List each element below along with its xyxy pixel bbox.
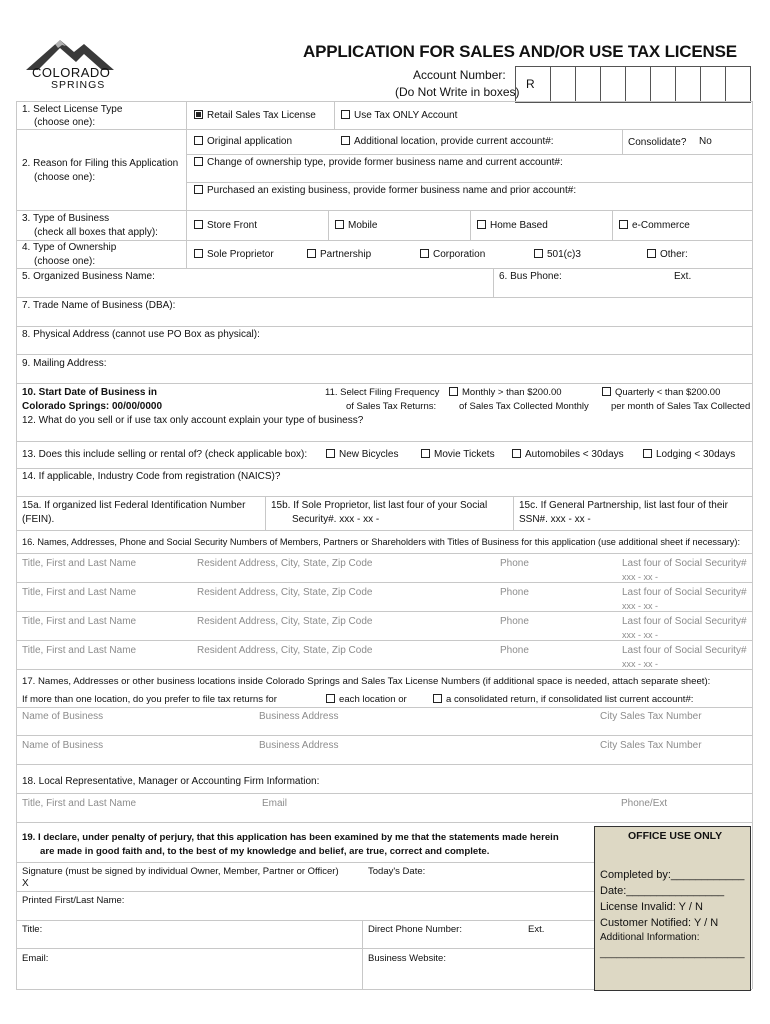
account-prefix: R — [516, 67, 551, 102]
q11-monthly-label: Monthly > than $200.00 — [462, 387, 562, 398]
q11-sublabel: of Sales Tax Returns: — [346, 401, 437, 412]
q13-bicycles-option[interactable] — [326, 449, 398, 461]
office-additional-line: __________________________ — [600, 948, 745, 959]
account-number-label: Account Number: — [413, 68, 506, 82]
q16-row-ssn-mask: xxx - xx - — [622, 659, 658, 669]
signature-label: Signature (must be signed by individual Owner, Member, Partner or Officer) — [22, 866, 339, 877]
checkbox-icon[interactable] — [341, 136, 350, 145]
q4-option-label: Sole Proprietor — [207, 249, 274, 260]
q1-retail-option[interactable] — [194, 110, 316, 122]
q16-row-phone[interactable]: Phone — [500, 645, 529, 656]
q11-monthly-option[interactable] — [449, 387, 562, 399]
q11-quarterly-option[interactable] — [602, 387, 720, 399]
q3-option-label: Store Front — [207, 220, 258, 231]
q16-row-name[interactable]: Title, First and Last Name — [22, 645, 137, 656]
q4-corporation-option[interactable] — [420, 249, 485, 261]
q16-row-ssn[interactable]: Last four of Social Security# — [622, 587, 747, 598]
checkbox-icon[interactable] — [326, 449, 335, 458]
checkbox-icon[interactable] — [194, 185, 203, 194]
q11-quarterly-label: Quarterly < than $200.00 — [615, 387, 721, 398]
q1-use-label: Use Tax ONLY Account — [354, 110, 458, 121]
q16-row-ssn[interactable]: Last four of Social Security# — [622, 616, 747, 627]
q2-label: 2. Reason for Filing this Application — [22, 158, 179, 169]
q13-option-label: Lodging < 30days — [656, 449, 736, 460]
q3-store-front-option[interactable] — [194, 220, 257, 232]
q6-bus-phone-field[interactable]: 6. Bus Phone: — [499, 271, 562, 282]
q16-row-name[interactable]: Title, First and Last Name — [22, 616, 137, 627]
q11-label: 11. Select Filing Frequency — [325, 387, 440, 398]
q16-row-ssn-mask: xxx - xx - — [622, 601, 658, 611]
q17-consolidated-option[interactable] — [433, 694, 693, 706]
q13-movie-tickets-option[interactable] — [421, 449, 495, 461]
colorado-springs-logo — [18, 34, 138, 96]
q11-monthly-sub: of Sales Tax Collected Monthly — [459, 401, 589, 412]
q3-ecommerce-option[interactable] — [619, 220, 690, 232]
q4-sole-proprietor-option[interactable] — [194, 249, 274, 261]
q15c-label: 15c. If General Partnership, list last four of their — [519, 500, 728, 511]
q17-label: 17. Names, Addresses or other business locations inside Colorado Springs and Sales Tax License Numbers (if additional space is needed, attach separate sheet): — [22, 676, 711, 687]
consolidate-value[interactable]: No — [699, 136, 712, 147]
q4-other-option[interactable] — [647, 249, 688, 261]
q18-phone-field[interactable]: Phone/Ext — [621, 798, 668, 809]
checkbox-icon[interactable] — [643, 449, 652, 458]
q16-label: 16. Names, Addresses, Phone and Social Security Numbers of Members, Partners or Shareholders with Titles of Business for this application (use additional sheet if necessary): — [22, 537, 740, 547]
q10-label: 10. Start Date of Business in — [22, 387, 158, 398]
q16-row-ssn-mask: xxx - xx - — [622, 572, 658, 582]
q15a-label: 15a. If organized list Federal Identification Number — [22, 500, 246, 511]
q18-name-field[interactable]: Title, First and Last Name — [22, 798, 137, 809]
account-number-boxes — [515, 66, 751, 103]
logo-text-colorado: COLORADO — [32, 65, 111, 80]
q4-option-label: Other: — [660, 249, 688, 260]
page-title: APPLICATION FOR SALES AND/OR USE TAX LICENSE — [303, 42, 737, 61]
q5-business-name-field[interactable]: 5. Organized Business Name: — [22, 271, 155, 282]
q9-mailing-address-field[interactable]: 9. Mailing Address: — [22, 358, 107, 369]
q13-option-label: Automobiles < 30days — [525, 449, 624, 460]
q17-row-number[interactable]: City Sales Tax Number — [600, 740, 702, 751]
q2-additional-option[interactable] — [341, 136, 554, 148]
q17-consolidated-label: a consolidated return, if consolidated list current account#: — [446, 694, 694, 705]
q2-change-label: Change of ownership type, provide former business name and current account#: — [207, 157, 563, 168]
q2-sublabel: (choose one): — [34, 172, 96, 183]
checkbox-icon[interactable] — [477, 220, 486, 229]
account-note: (Do Not Write in boxes) — [395, 85, 520, 99]
logo-text-springs: SPRINGS — [51, 79, 106, 91]
office-use-heading: OFFICE USE ONLY — [628, 830, 723, 842]
account-box — [601, 67, 626, 102]
q14-naics-field[interactable]: 14. If applicable, Industry Code from registration (NAICS)? — [22, 471, 281, 482]
q4-sublabel: (choose one): — [34, 256, 96, 267]
q16-row-name[interactable]: Title, First and Last Name — [22, 587, 137, 598]
q16-row-ssn-mask: xxx - xx - — [622, 630, 658, 640]
q2-original-label: Original application — [207, 136, 293, 147]
printed-name-field[interactable]: Printed First/Last Name: — [22, 895, 125, 906]
q16-row-phone[interactable]: Phone — [500, 616, 529, 627]
checkbox-icon[interactable] — [326, 694, 335, 703]
checkbox-icon[interactable] — [194, 157, 203, 166]
account-box — [676, 67, 701, 102]
q16-row-phone[interactable]: Phone — [500, 558, 529, 569]
office-license-invalid: License Invalid: Y / N — [600, 901, 703, 913]
consolidate-label: Consolidate? — [628, 137, 687, 148]
q3-option-label: Mobile — [348, 220, 378, 231]
checkbox-icon[interactable] — [194, 136, 203, 145]
checkbox-icon[interactable] — [449, 387, 458, 396]
q4-option-label: Partnership — [320, 249, 372, 260]
q4-501c3-option[interactable] — [534, 249, 581, 261]
account-box — [701, 67, 726, 102]
q16-row-name[interactable]: Title, First and Last Name — [22, 558, 137, 569]
q11-quarterly-sub: per month of Sales Tax Collected — [611, 401, 751, 412]
q17-each-option[interactable] — [326, 694, 407, 706]
q7-dba-field[interactable]: 7. Trade Name of Business (DBA): — [22, 300, 176, 311]
q1-sublabel: (choose one): — [34, 117, 96, 128]
account-box — [726, 67, 750, 102]
q18-email-field[interactable]: Email — [262, 798, 288, 809]
checkbox-icon[interactable] — [341, 110, 350, 119]
account-box — [551, 67, 576, 102]
q1-label: 1. Select License Type — [22, 104, 123, 115]
q3-home-based-option[interactable] — [477, 220, 548, 232]
q15c-ssn-field[interactable]: SSN#. xxx - xx - — [519, 514, 591, 525]
checkbox-icon[interactable] — [619, 220, 628, 229]
office-additional-info: Additional Information: — [600, 932, 700, 943]
q2-original-option[interactable] — [194, 136, 292, 148]
q13-option-label: Movie Tickets — [434, 449, 495, 460]
q19-declaration-line2: are made in good faith and, to the best of my knowledge and belief, are true, correct and complete. — [40, 846, 490, 857]
account-box — [576, 67, 601, 102]
checkbox-icon[interactable] — [194, 249, 203, 258]
q3-sublabel: (check all boxes that apply): — [34, 227, 158, 238]
office-use-only-panel — [594, 826, 751, 991]
q2-purchased-label: Purchased an existing business, provide former business name and prior account#: — [207, 185, 577, 196]
office-customer-notified: Customer Notified: Y / N — [600, 917, 719, 929]
checkbox-checked-icon[interactable] — [194, 110, 203, 119]
q3-option-label: e-Commerce — [632, 220, 690, 231]
email-field[interactable]: Email: — [22, 953, 49, 964]
checkbox-icon[interactable] — [512, 449, 521, 458]
q13-option-label: New Bicycles — [339, 449, 399, 460]
q16-row-address[interactable]: Resident Address, City, State, Zip Code — [197, 645, 373, 656]
q2-additional-label: Additional location, provide current account#: — [354, 136, 554, 147]
q15a-fein-field[interactable]: (FEIN). — [22, 514, 55, 525]
checkbox-icon[interactable] — [307, 249, 316, 258]
q4-option-label: Corporation — [433, 249, 486, 260]
q12-business-description-field[interactable]: 12. What do you sell or if use tax only account explain your type of business? — [22, 415, 364, 426]
q4-option-label: 501(c)3 — [547, 249, 581, 260]
todays-date-field[interactable]: Today's Date: — [368, 866, 426, 877]
q19-declaration-line1: 19. I declare, under penalty of perjury, that this application has been examined by me that the statements made herein — [22, 832, 559, 843]
q16-row-address[interactable]: Resident Address, City, State, Zip Code — [197, 558, 373, 569]
q6-ext-field[interactable]: Ext. — [674, 271, 692, 282]
q17-row-address[interactable]: Business Address — [259, 740, 339, 751]
signature-field[interactable]: X — [22, 878, 29, 889]
checkbox-icon[interactable] — [335, 220, 344, 229]
direct-phone-field[interactable]: Direct Phone Number: — [368, 924, 462, 935]
q16-row-phone[interactable]: Phone — [500, 587, 529, 598]
q15b-label: 15b. If Sole Proprietor, list last four of your Social — [271, 500, 488, 511]
checkbox-icon[interactable] — [194, 220, 203, 229]
q18-label: 18. Local Representative, Manager or Accounting Firm Information: — [22, 776, 320, 787]
q8-physical-address-field[interactable]: 8. Physical Address (cannot use PO Box as physical): — [22, 329, 260, 340]
q3-option-label: Home Based — [490, 220, 548, 231]
q13-lodging-option[interactable] — [643, 449, 735, 461]
q17-row-name[interactable]: Name of Business — [22, 740, 104, 751]
q17-each-label: each location or — [339, 694, 407, 705]
q16-row-ssn[interactable]: Last four of Social Security# — [622, 645, 747, 656]
checkbox-icon[interactable] — [420, 249, 429, 258]
q13-automobiles-option[interactable] — [512, 449, 624, 461]
q1-use-option[interactable] — [341, 110, 457, 122]
q17-multi-label: If more than one location, do you prefer to file tax returns for — [22, 694, 277, 705]
office-date: Date:________________ — [600, 885, 725, 897]
checkbox-icon[interactable] — [647, 249, 656, 258]
q4-label: 4. Type of Ownership — [22, 242, 117, 253]
direct-phone-ext-field[interactable]: Ext. — [528, 924, 545, 935]
office-completed-by: Completed by:____________ — [600, 869, 745, 881]
q4-partnership-option[interactable] — [307, 249, 371, 261]
q3-label: 3. Type of Business — [22, 213, 110, 224]
q17-row-address[interactable]: Business Address — [259, 711, 339, 722]
q16-row-address[interactable]: Resident Address, City, State, Zip Code — [197, 616, 373, 627]
q17-row-number[interactable]: City Sales Tax Number — [600, 711, 702, 722]
q16-row-address[interactable]: Resident Address, City, State, Zip Code — [197, 587, 373, 598]
checkbox-icon[interactable] — [421, 449, 430, 458]
checkbox-icon[interactable] — [534, 249, 543, 258]
q13-label: 13. Does this include selling or rental of? (check applicable box): — [22, 449, 308, 460]
q16-row-ssn[interactable]: Last four of Social Security# — [622, 558, 747, 569]
q3-mobile-option[interactable] — [335, 220, 377, 232]
q17-row-name[interactable]: Name of Business — [22, 711, 104, 722]
account-box — [651, 67, 676, 102]
q2-purchased-option[interactable] — [194, 185, 576, 197]
q10-start-date-field[interactable]: Colorado Springs: 00/00/0000 — [22, 401, 163, 412]
account-box — [626, 67, 651, 102]
title-field[interactable]: Title: — [22, 924, 43, 935]
checkbox-icon[interactable] — [433, 694, 442, 703]
q15b-ssn-field[interactable]: Security#. xxx - xx - — [292, 514, 380, 525]
q2-change-option[interactable] — [194, 157, 563, 169]
checkbox-icon[interactable] — [602, 387, 611, 396]
q1-retail-label: Retail Sales Tax License — [207, 110, 316, 121]
business-website-field[interactable]: Business Website: — [368, 953, 446, 964]
